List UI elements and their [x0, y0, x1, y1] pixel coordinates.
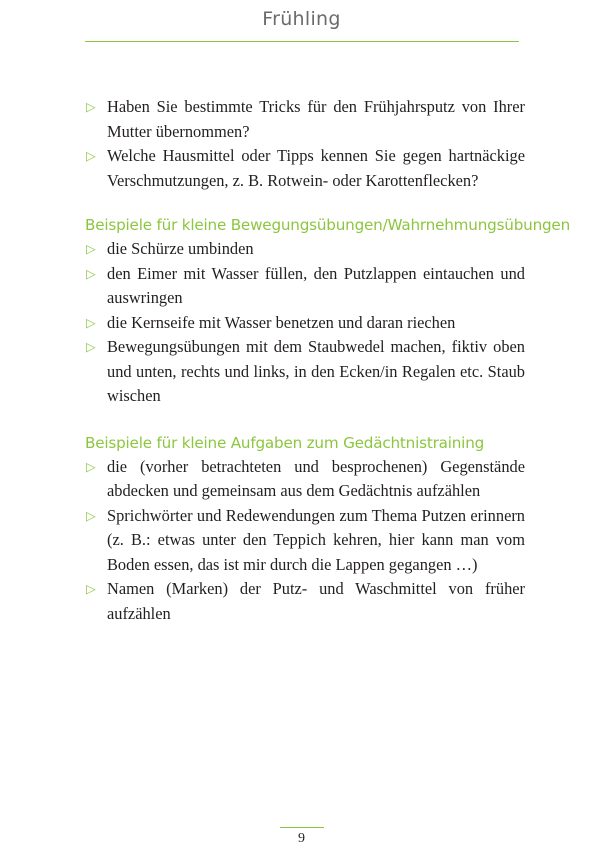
triangle-bullet-icon: ▷ [86, 314, 96, 330]
intro-question-list [85, 95, 525, 193]
list-item-text: die Schürze umbinden [107, 239, 254, 258]
triangle-bullet-icon: ▷ [86, 241, 96, 256]
list-item [85, 455, 525, 504]
footer-divider [280, 827, 324, 828]
list-item [85, 504, 525, 578]
list-item [85, 335, 525, 409]
triangle-bullet-icon: ▷ [86, 458, 96, 474]
list-item [85, 144, 525, 193]
list-item-text: Sprichwörter und Redewendungen zum Thema Putzen erinnern (z. B.: etwas unter den Teppich kehren, hier kann man vom Boden essen, das ist mir durch die Lappen gegangen …) [107, 505, 525, 574]
list-item-text: Haben Sie bestimmte Tricks für den Frühjahrsputz von Ihrer Mutter übernommen? [107, 97, 525, 141]
list-item-text: den Eimer mit Wasser füllen, den Putzlappen eintauchen und auswringen [107, 263, 525, 307]
triangle-bullet-icon: ▷ [86, 148, 96, 163]
triangle-bullet-icon: ▷ [86, 99, 96, 114]
page-number: 9 [298, 831, 305, 846]
list-item [85, 262, 525, 311]
triangle-bullet-icon: ▷ [86, 339, 96, 354]
list-item-text: Namen (Marken) der Putz- und Waschmittel von früher aufzählen [107, 579, 525, 623]
list-item-text: Bewegungsübungen mit dem Staubwedel machen, fiktiv oben und unten, rechts und links, in den Ecken/in Regalen etc. Staub wischen [107, 337, 525, 405]
list-item-text: Welche Hausmittel oder Tipps kennen Sie gegen hartnäckige Verschmutzungen, z. B. Rotwein- oder Karottenflecken? [107, 146, 525, 190]
section-heading-memory-training: Beispiele für kleine Aufgaben zum Gedächtnistraining [85, 433, 485, 452]
triangle-bullet-icon: ▷ [86, 581, 96, 596]
list-item [85, 95, 525, 144]
list-item-text: die Kernseife mit Wasser benetzen und daran riechen [107, 312, 456, 332]
movement-exercise-list [85, 237, 525, 409]
list-item [85, 577, 525, 626]
running-title: Frühling [262, 8, 341, 30]
list-item-text: die (vorher betrachteten und besprochenen) Gegenstände abdecken und gemeinsam aus dem Gedächtnis aufzählen [107, 456, 525, 500]
triangle-bullet-icon: ▷ [86, 507, 96, 523]
list-item [85, 237, 525, 262]
memory-task-list [85, 455, 525, 627]
list-item [85, 311, 525, 336]
triangle-bullet-icon: ▷ [86, 265, 96, 281]
header-divider [85, 41, 519, 42]
page-body [85, 95, 571, 626]
section-heading-movement-exercises: Beispiele für kleine Bewegungsübungen/Wahrnehmungsübungen [85, 216, 571, 234]
